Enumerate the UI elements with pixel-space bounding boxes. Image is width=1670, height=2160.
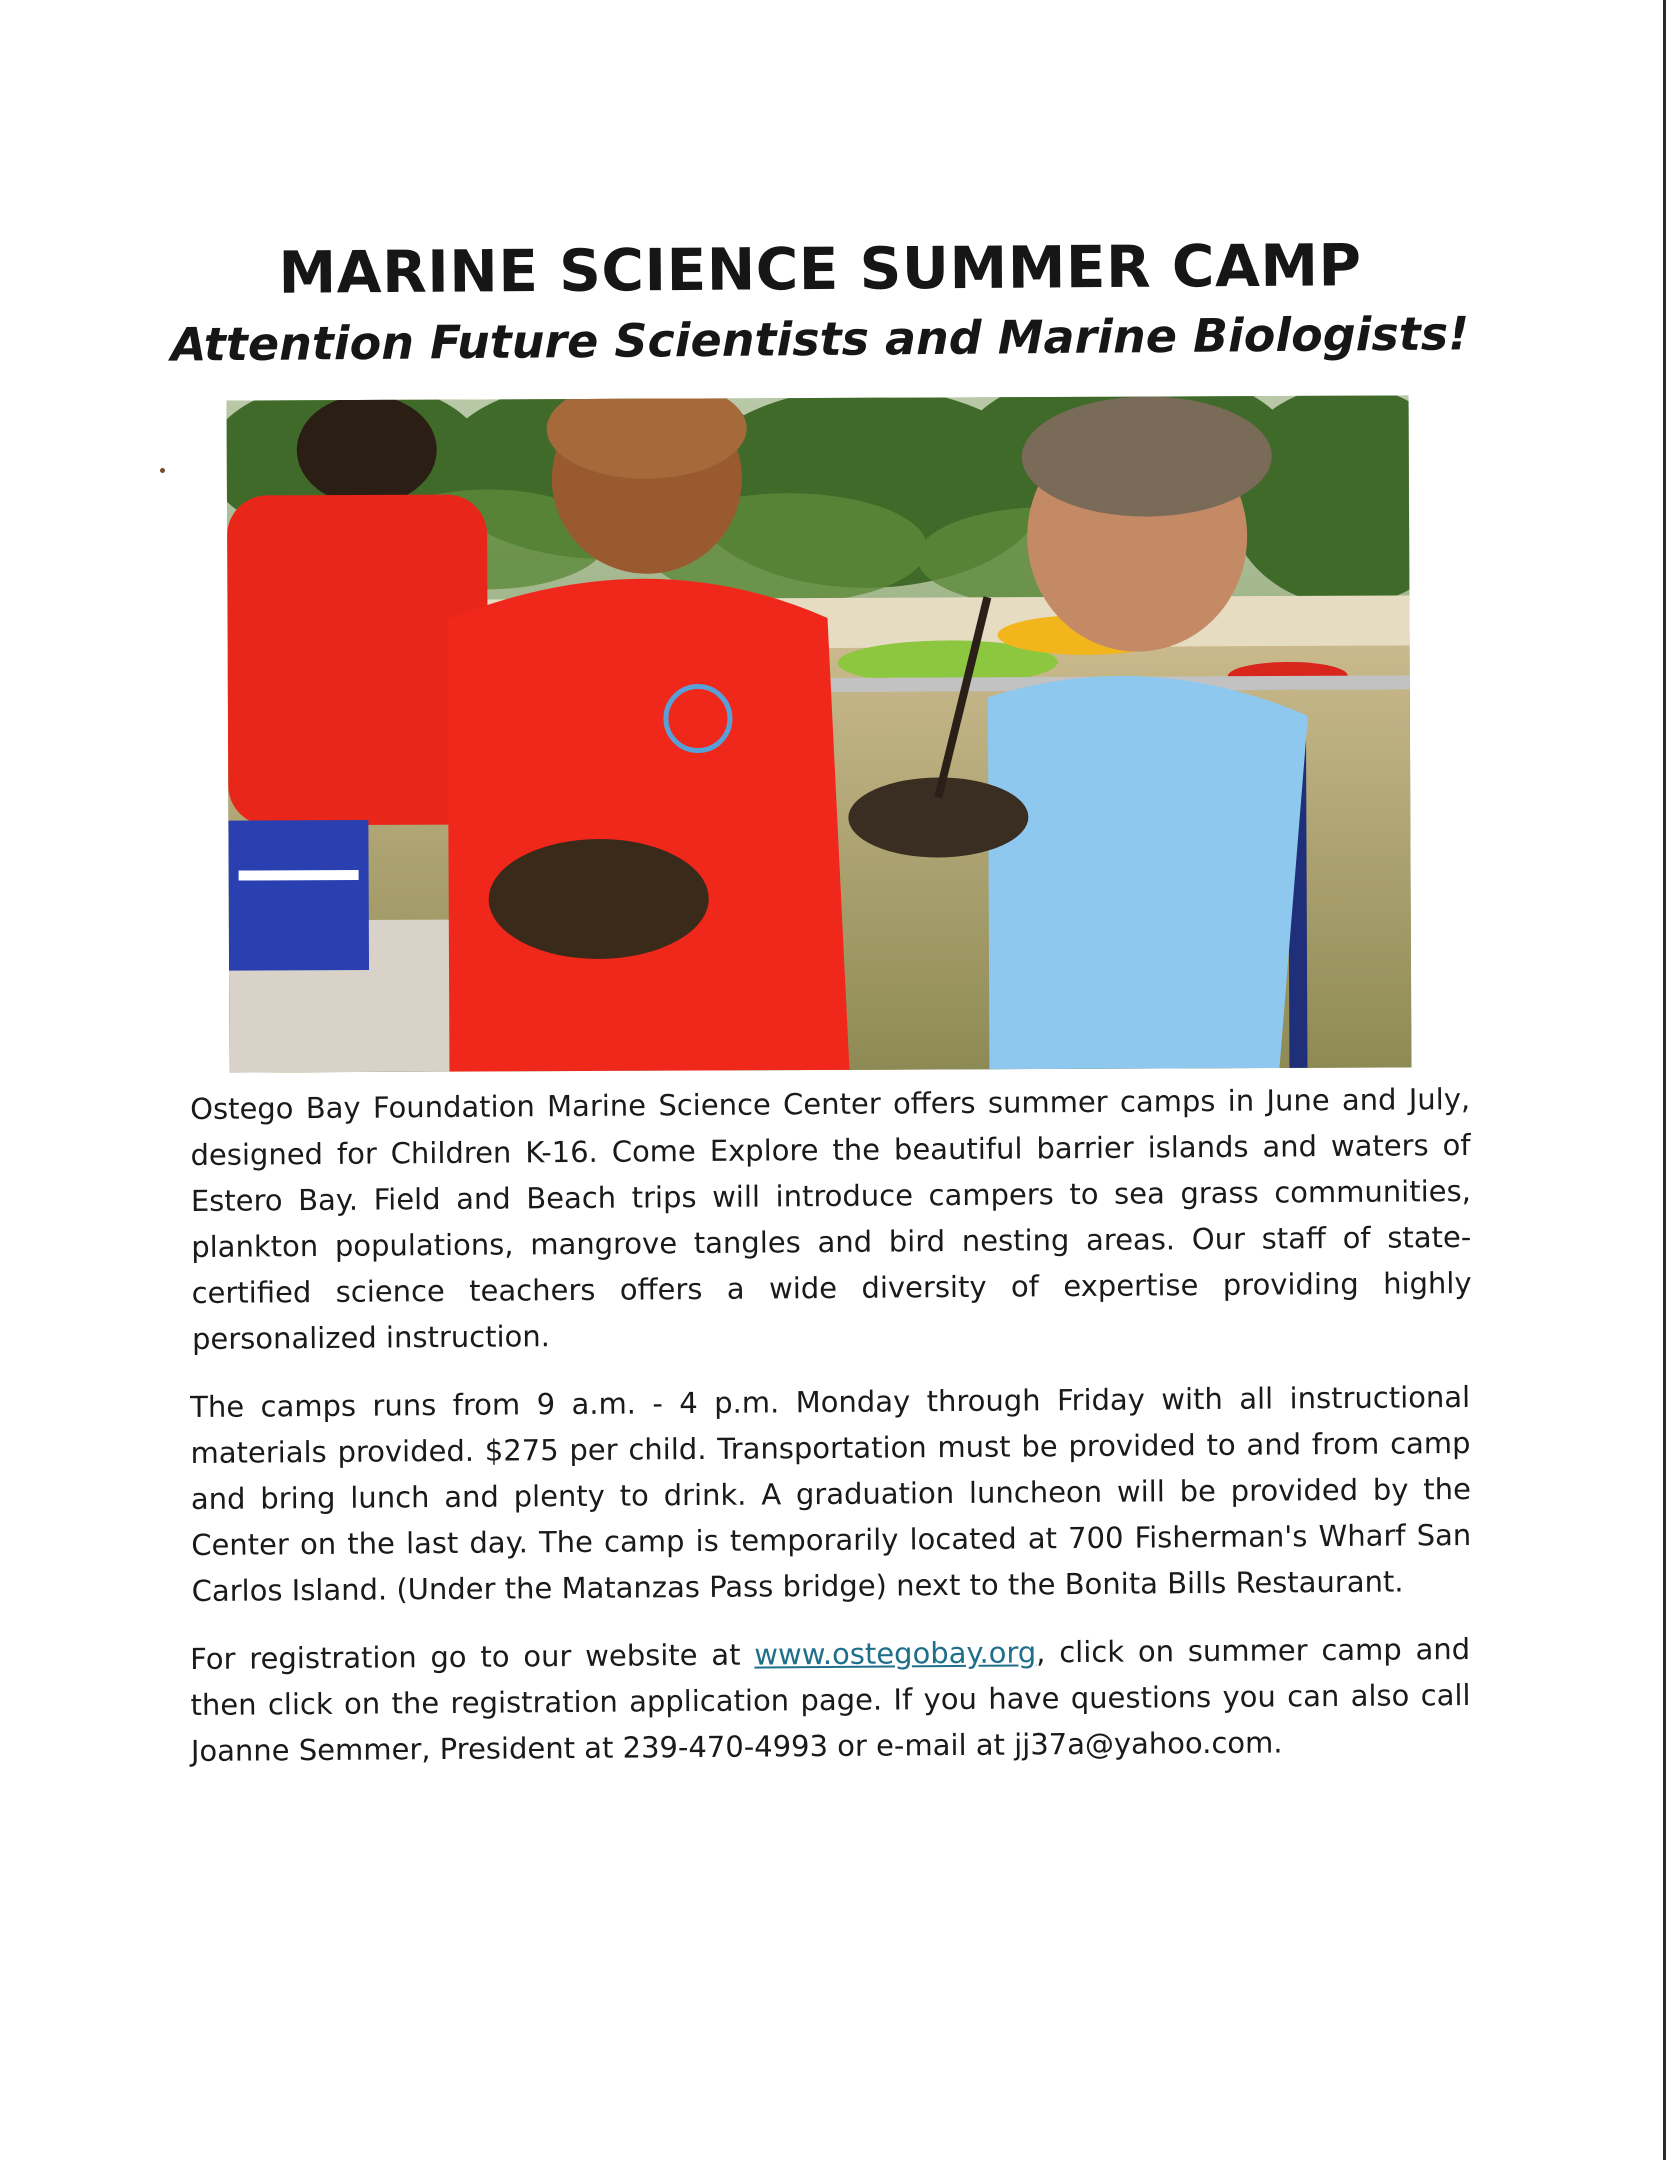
scan-speck xyxy=(160,468,165,473)
registration-paragraph xyxy=(190,1626,1471,1774)
registration-text-before: For registration go to our website at xyxy=(190,1637,755,1676)
horseshoe-crab-1 xyxy=(488,838,709,959)
page-title: MARINE SCIENCE SUMMER CAMP xyxy=(278,231,1362,307)
photo-illustration xyxy=(227,395,1412,1072)
registration-text-after: , click on summer camp and then click on the registration application page. If you have questions you can also call Joanne Semmer, President at 239-470-4993 or e-mail at jj37a@yahoo.com. xyxy=(190,1631,1471,1768)
camp-photo xyxy=(227,395,1412,1072)
website-link[interactable]: www.ostegobay.org xyxy=(754,1635,1037,1672)
scan-page-edge xyxy=(1663,0,1666,2160)
details-paragraph: The camps runs from 9 a.m. - 4 p.m. Monday through Friday with all instructional materials provided. $275 per child. Transportation must be provided to and from camp and bring lunch and plenty to drink. A graduation luncheon will be provided by the Center on the last day. The camp is temporarily located at 700 Fisherman's Wharf San Carlos Island. (Under the Matanzas Pass bridge) next to the Bonita Bills Restaurant. xyxy=(190,1379,1472,1608)
page-subtitle: Attention Future Scientists and Marine Biologists! xyxy=(170,306,1470,372)
intro-paragraph: Ostego Bay Foundation Marine Science Center offers summer camps in June and July, designed for Children K-16. Come Explore the beautiful barrier islands and waters of Estero Bay. Field and Beach trips will introduce campers to sea grass communities, plankton populations, mangrove tangles and bird nesting areas. Our staff of state-certified science teachers offers a wide diversity of expertise providing highly personalized instruction. xyxy=(190,1081,1472,1356)
